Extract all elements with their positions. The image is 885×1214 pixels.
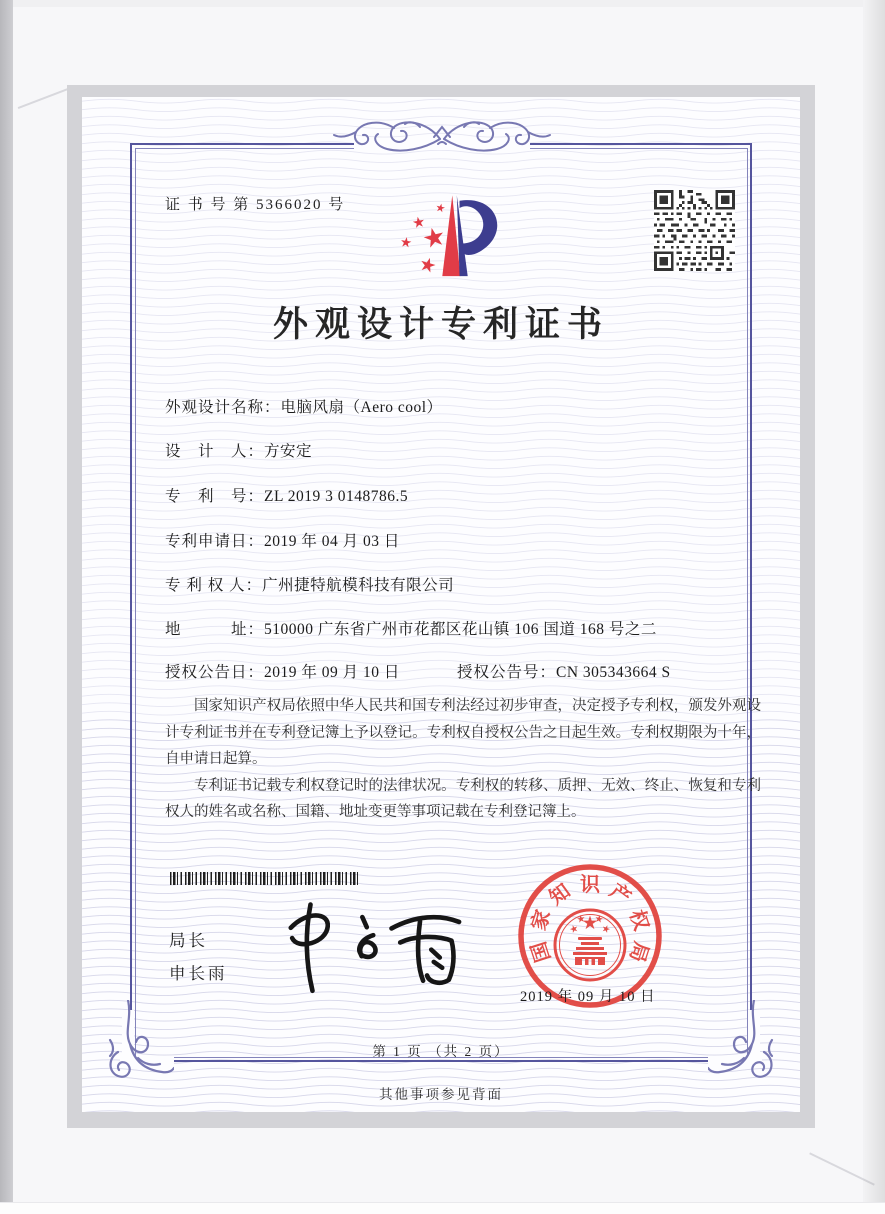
field-label: 授权公告号： (457, 664, 557, 681)
field-design-name (165, 395, 765, 417)
frame-edge-top (0, 0, 885, 7)
field-grant-row (165, 660, 765, 682)
field-value: ZL 2019 3 0148786.5 (264, 488, 409, 505)
cnipa-logo-icon (396, 189, 514, 287)
legal-paragraph: 国家知识产权局依照中华人民共和国专利法经过初步审查，决定授予专利权，颁发外观设计专利证书并在专利登记簿上予以登记。专利权自授权公告之日起生效。专利权期限为十年，自申请日起算。 (165, 698, 761, 767)
top-ornament-icon (332, 113, 552, 163)
field-application-date (165, 529, 765, 551)
field-grant-number (457, 660, 671, 682)
field-label: 专 利 号： (165, 488, 265, 505)
certificate-title: 外观设计专利证书 (272, 305, 609, 344)
director-name: 申长雨 (169, 964, 228, 983)
field-value: 电脑风扇（Aero cool） (280, 399, 443, 416)
legal-paragraph: 专利证书记载专利权登记时的法律状况。专利权的转移、质押、无效、终止、恢复和专利权人的姓名或名称、国籍、地址变更等事项记载在专利登记簿上。 (165, 777, 761, 820)
field-label: 专 利 权 人： (165, 577, 263, 594)
field-label: 地 址： (165, 621, 265, 638)
qr-code (654, 190, 735, 271)
seal-char: 知 (545, 879, 575, 910)
seal-char: 识 (580, 874, 600, 896)
seal-char: 权 (624, 907, 653, 934)
field-value: 方安定 (264, 443, 313, 460)
field-address (165, 617, 765, 639)
director-signature-icon (275, 887, 469, 1002)
barcode (170, 872, 360, 885)
field-value: CN 305343664 S (556, 664, 671, 681)
frame-edge-right (863, 0, 885, 1214)
seal-char: 家 (527, 907, 556, 934)
field-value: 510000 广东省广州市花都区花山镇 106 国道 168 号之二 (264, 621, 657, 638)
page-info: 第 1 页 （共 2 页） (372, 1044, 510, 1059)
seal-char: 国 (527, 938, 556, 965)
director-title: 局长 (169, 931, 208, 950)
certificate-number: 证 书 号 第 5366020 号 (165, 197, 346, 213)
seal-date: 2019 年 09 月 10 日 (520, 989, 656, 1005)
field-label: 授权公告日： (165, 664, 265, 681)
field-value: 2019 年 09 月 10 日 (264, 664, 400, 681)
certificate-paper (82, 97, 800, 1112)
national-emblem-icon (555, 910, 625, 980)
field-label: 设 计 人： (165, 443, 265, 460)
field-patent-number (165, 484, 765, 506)
field-label: 外观设计名称： (165, 399, 281, 416)
field-patentee (165, 573, 765, 595)
legal-text (165, 693, 761, 826)
field-value: 2019 年 04 月 03 日 (264, 533, 400, 550)
back-note: 其他事项参见背面 (379, 1087, 503, 1102)
field-value: 广州捷特航模科技有限公司 (262, 577, 455, 594)
seal-char: 产 (605, 879, 635, 910)
field-designer (165, 439, 765, 461)
frame-edge-left (0, 0, 13, 1214)
frame-edge-bottom (0, 1202, 885, 1214)
seal-char: 局 (624, 938, 653, 965)
field-label: 专利申请日： (165, 533, 265, 550)
